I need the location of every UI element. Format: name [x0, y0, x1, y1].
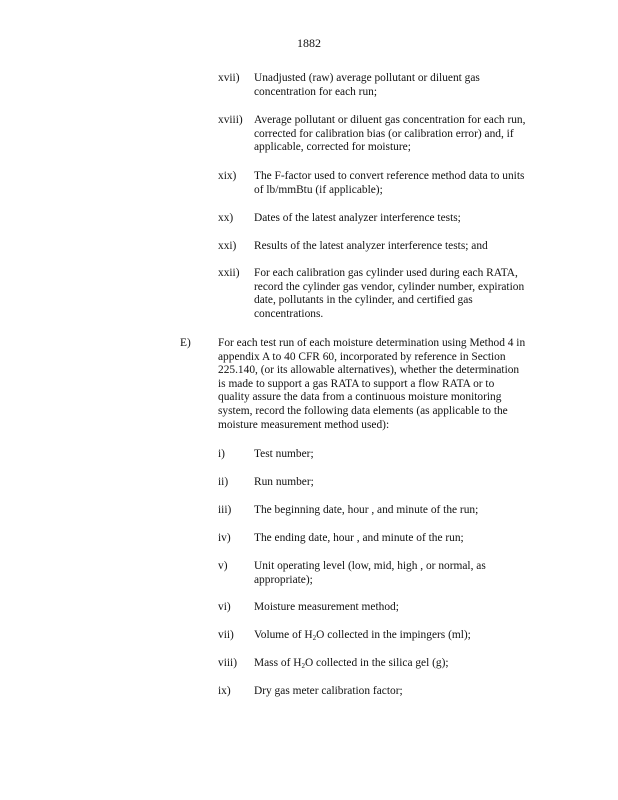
text-line: concentrations.: [254, 307, 324, 320]
item-text: [254, 560, 554, 587]
text-line: Average pollutant or diluent gas concentration for each run,: [254, 114, 526, 126]
item-text: [254, 170, 554, 197]
item-number: iv): [218, 532, 231, 544]
item-number: ii): [218, 476, 229, 488]
text-line: date, pollutants in the cylinder, and certified gas: [254, 294, 473, 307]
item-number: xxi): [218, 240, 237, 252]
text-line: The ending date, hour , and minute of the run;: [254, 532, 464, 544]
item-text: [254, 114, 554, 155]
text-line: corrected for calibration bias (or calibration error) and, if: [254, 127, 514, 140]
item-number: vii): [218, 629, 234, 641]
item-text: [254, 685, 554, 699]
item-text: [254, 601, 554, 615]
text-line: Run number;: [254, 476, 314, 488]
item-number: xviii): [218, 114, 243, 126]
text-line: Dry gas meter calibration factor;: [254, 685, 403, 697]
item-number: iii): [218, 504, 232, 516]
text-line: concentration for each run;: [254, 85, 378, 98]
text-line: system, record the following data elements (as applicable to the: [218, 404, 508, 417]
text-line: Volume of $H_2O$ collected in the impingers (ml);: [254, 629, 471, 642]
item-number: xx): [218, 212, 234, 224]
item-number: xix): [218, 170, 237, 182]
text-line: Unadjusted (raw) average pollutant or diluent gas: [254, 72, 480, 84]
item-number: xvii): [218, 72, 240, 84]
item-text: [254, 657, 554, 671]
item-text: [254, 504, 554, 518]
text-line: Moisture measurement method;: [254, 601, 399, 613]
item-text: [254, 629, 554, 643]
text-line: For each test run of each moisture determination using Method 4 in: [218, 337, 526, 349]
text-line: moisture measurement method used):: [218, 418, 390, 431]
item-text: [254, 267, 554, 321]
item-number: xxii): [218, 267, 240, 279]
text-line: Mass of $H_2O$ collected in the silica gel (g);: [254, 657, 449, 670]
text-line: appropriate);: [254, 573, 313, 586]
item-number: ix): [218, 685, 231, 697]
item-text: [254, 212, 554, 226]
item-text: [254, 476, 554, 490]
section-text: [218, 337, 554, 432]
text-line: of lb/mmBtu (if applicable);: [254, 183, 383, 196]
text-line: The F-factor used to convert reference method data to units: [254, 170, 525, 182]
text-line: For each calibration gas cylinder used during each RATA,: [254, 267, 518, 279]
section-number: E): [180, 337, 191, 349]
text-line: Dates of the latest analyzer interference tests;: [254, 212, 461, 224]
text-line: is made to support a gas RATA to support a flow RATA or to: [218, 377, 495, 390]
item-number: i): [218, 448, 225, 460]
text-line: quality assure the data from a continuous moisture monitoring: [218, 391, 502, 404]
text-line: Test number;: [254, 448, 314, 460]
item-text: [254, 448, 554, 462]
item-number: v): [218, 560, 228, 572]
item-text: [254, 72, 554, 99]
text-line: Unit operating level (low, mid, high , or normal, as: [254, 560, 486, 572]
text-line: applicable, corrected for moisture;: [254, 141, 411, 154]
text-line: The beginning date, hour , and minute of the run;: [254, 504, 479, 516]
text-line: Results of the latest analyzer interference tests; and: [254, 240, 488, 252]
item-number: vi): [218, 601, 231, 613]
page-number: 1882: [297, 36, 321, 50]
text-line: record the cylinder gas vendor, cylinder number, expiration: [254, 280, 525, 293]
text-line: appendix A to 40 CFR 60, incorporated by reference in Section: [218, 350, 506, 363]
item-text: [254, 240, 554, 254]
item-text: [254, 532, 554, 546]
text-line: 225.140, (or its allowable alternatives), whether the determination: [218, 364, 520, 377]
item-number: viii): [218, 657, 237, 669]
